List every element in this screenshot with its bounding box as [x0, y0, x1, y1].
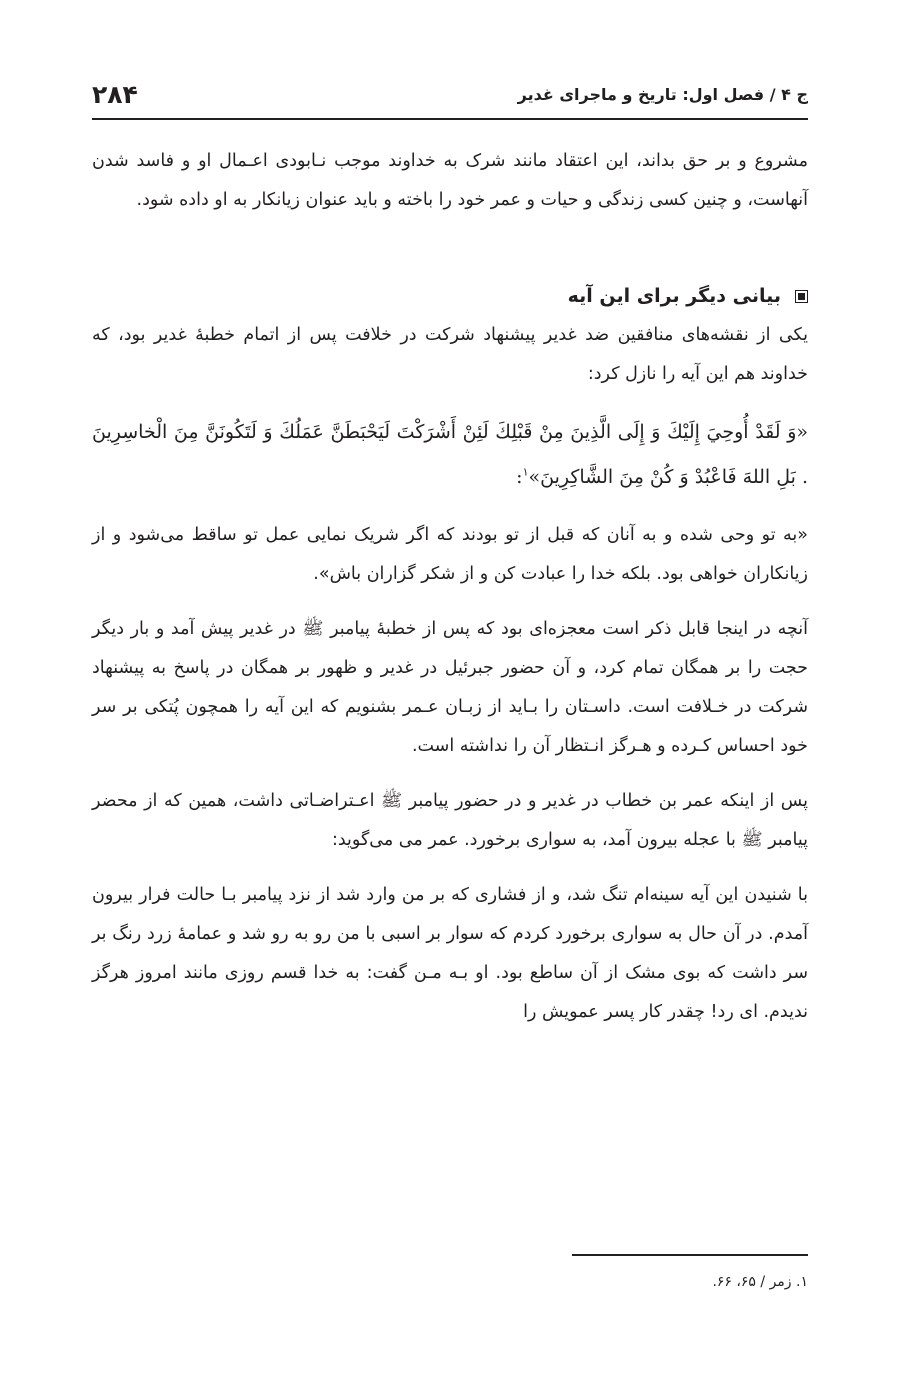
- section-heading-text: بیانی دیگر برای این آیه: [567, 285, 781, 307]
- verse-translation: «به تو وحی شده و به آنان که قبل از تو بودند که اگر شریک نمایی عمل تو ساقط می‌شود و از زیانکاران خواهی بود. بلکه خدا را عبادت کن و از شکر گزاران باش».: [92, 525, 808, 584]
- paragraph-umar: پس از اینکه عمر بن خطاب در غدیر و در حضور پیامبر ﷺ اعـتراضـاتی داشت، همین که از محضر پیامبر ﷺ با عجله بیرون آمد، به سواری برخورد. عمر می می‌گوید:: [92, 791, 808, 850]
- quran-verse: [92, 410, 808, 500]
- page-number: ۲۸۴: [92, 79, 138, 109]
- paragraph-miracle: آنچه در اینجا قابل ذکر است معجزه‌ای بود که پس از خطبهٔ پیامبر ﷺ در غدیر پیش آمد و بار دیگر حجت را بر همگان تمام کرد، و آن حضور جبرئیل در غدیر و ظهور بر همگان در پاسخ به پیشنهاد شرکت در خـلافت است. داسـتان را بـاید از زبـان عـمر بشنویم که این آیه را همچون پُتکی بر سر خود احساس کـرده و هـرگز انـتظار آن را نداشته است.: [92, 619, 808, 756]
- section-heading: [92, 276, 808, 316]
- page-header: [92, 72, 808, 116]
- footnote-ref[interactable]: ۱: [522, 465, 529, 479]
- paragraph-quote: با شنیدن این آیه سینه‌ام تنگ شد، و از فشاری که بر من وارد شد از نزد پیامبر بـا حالت فرار بیرون آمدم. در آن حال به سواری برخورد کردم که سوار بر اسبی با من رو به رو شد و عمامهٔ زرد رنگ بر سر داشت که بوی مشک از آن ساطع بود. او بـه مـن گفت: به خدا قسم روزی مانند امروز هرگز ندیدم. ای رد! چقدر کار پسر عمویش را: [92, 885, 808, 1022]
- header-rule: [92, 118, 808, 120]
- quran-verse-text: «وَ لَقَدْ أُوحِيَ إِلَيْكَ وَ إِلَى الَّذِينَ مِنْ قَبْلِكَ لَئِنْ أَشْرَكْتَ لَيَحْبَطَنَّ عَمَلُكَ وَ لَتَكُونَنَّ مِنَ الْخاسِرِينَ . بَلِ اللهَ فَاعْبُدْ وَ كُنْ مِنَ الشَّاكِرِينَ»: [92, 421, 808, 488]
- body-text: [92, 142, 808, 1048]
- running-title: ج ۴ / فصل اول: تاریخ و ماجرای غدیر: [517, 84, 808, 104]
- quran-verse-colon: :: [516, 466, 523, 488]
- paragraph-intro: یکی از نقشه‌های منافقین ضد غدیر پیشنهاد شرکت در خلافت پس از اتمام خطبهٔ غدیر بود، که خداوند هم این آیه را نازل کرد:: [92, 325, 808, 384]
- paragraph-continuation: مشروع و بر حق بداند، این اعتقاد مانند شرک به خداوند موجب نـابودی اعـمال او و فاسد شدن آنهاست، و چنین کسی زندگی و حیات و عمر خود را باخته و باید عنوان زیانکار به او داده شود.: [92, 151, 808, 210]
- footnote: ۱. زمر / ۶۵، ۶۶.: [712, 1274, 808, 1290]
- footnote-rule: [572, 1254, 808, 1256]
- square-bullet-icon: [795, 290, 808, 303]
